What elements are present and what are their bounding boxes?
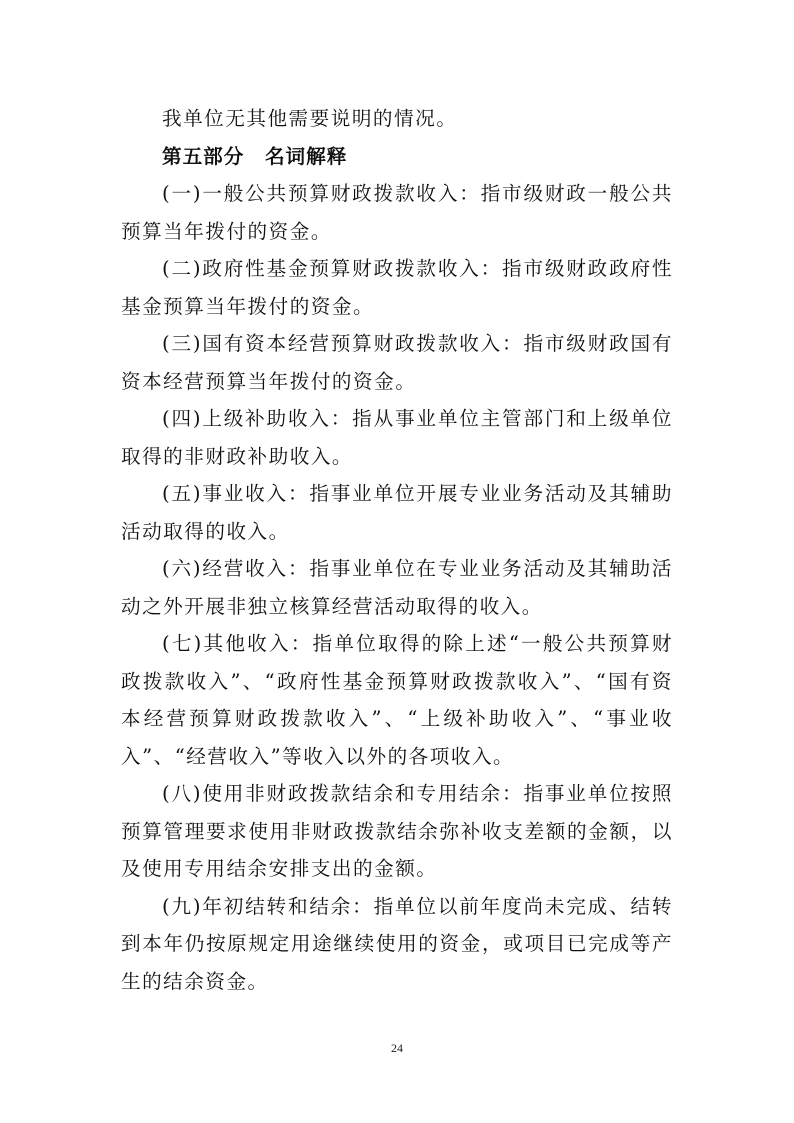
- document-page: [121, 100, 673, 1000]
- definition-6: (六)经营收入：指事业单位在专业业务活动及其辅助活动之外开展非独立核算经营活动取得的收入。: [121, 557, 673, 618]
- definition-4: (四)上级补助收入：指从事业单位主管部门和上级单位取得的非财政补助收入。: [121, 407, 673, 468]
- definition-5: (五)事业收入：指事业单位开展专业业务活动及其辅助活动取得的收入。: [121, 482, 673, 543]
- page-number: 24: [391, 1041, 403, 1055]
- definition-9: (九)年初结转和结余：指单位以前年度尚未完成、结转到本年仍按原规定用途继续使用的资金，或项目已完成等产生的结余资金。: [121, 894, 673, 993]
- intro-paragraph: 我单位无其他需要说明的情况。: [162, 107, 458, 130]
- definition-2: (二)政府性基金预算财政拨款收入：指市级财政政府性基金预算当年拨付的资金。: [121, 257, 673, 318]
- definition-3: (三)国有资本经营预算财政拨款收入：指市级财政国有资本经营预算当年拨付的资金。: [121, 332, 673, 393]
- definition-1: (一)一般公共预算财政拨款收入：指市级财政一般公共预算当年拨付的资金。: [121, 182, 673, 243]
- definition-8: (八)使用非财政拨款结余和专用结余：指事业单位按照预算管理要求使用非财政拨款结余弥补收支差额的金额，以及使用专用结余安排支出的金额。: [121, 782, 673, 880]
- definition-7: (七)其他收入：指单位取得的除上述“一般公共预算财政拨款收入”、“政府性基金预算财政拨款收入”、“国有资本经营预算财政拨款收入”、“上级补助收入”、“事业收入”、“经营收入”等收入以外的各项收入。: [121, 632, 673, 768]
- section-heading: 第五部分 名词解释: [162, 144, 348, 168]
